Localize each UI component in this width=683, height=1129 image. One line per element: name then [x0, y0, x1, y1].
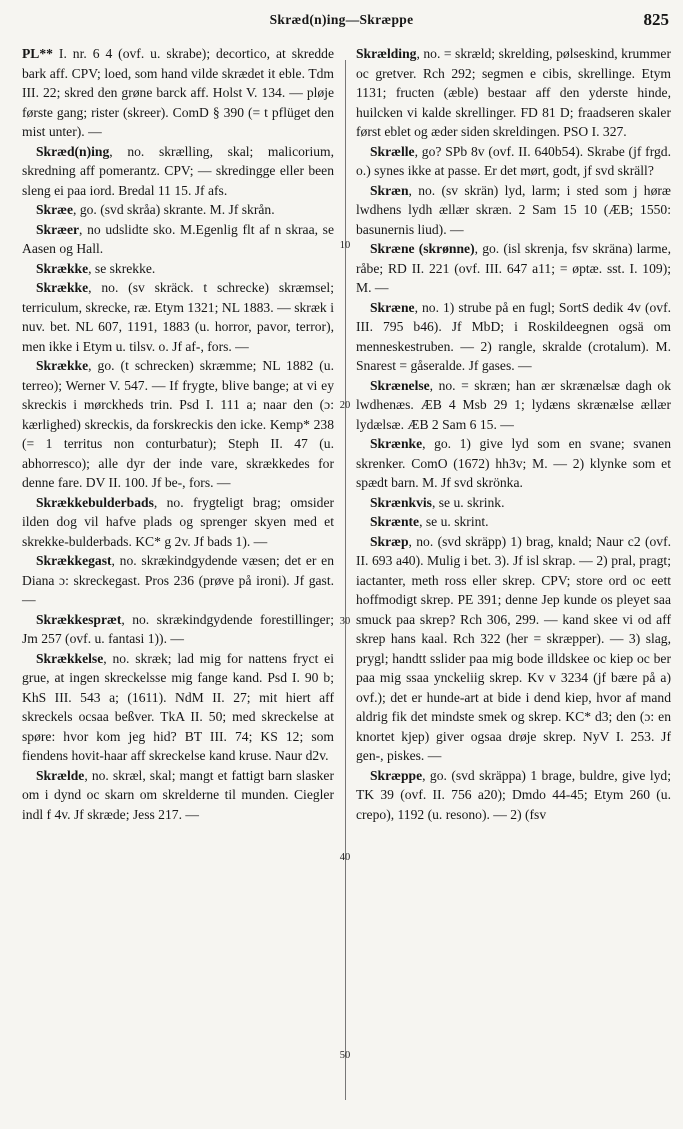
- entry-text: , no. skræl, skal; mangt et fattigt barn slasker om i dynd oc skarn om skrelderne til munden. Ciegler indl f 4v. Jf skræde; Jess 217. —: [22, 767, 334, 822]
- entry-text: , go. (svd skräppa) 1 brage, buldre, give lyd; TK 39 (ovf. II. 756 a20); Dmdo 44-45; Etym 260 (u. crepo), 1192 (u. resono). — 2) (fsv: [356, 767, 671, 822]
- page-number: 825: [643, 10, 669, 29]
- entry-text: I. nr. 6 4 (ovf. u. skrabe); decortico, at skredde bark aff. CPV; loed, som hand vilde skrædet it eble. Tdm III. 22; skred den grøne barck aff. Holst V. 134. — pløje første gang; rister (skreer). ComD § 390 (= t pflüget den mist unter). —: [22, 46, 334, 139]
- dictionary-entry: [356, 766, 671, 825]
- dictionary-entry: [22, 142, 334, 201]
- entry-headword: Skrælding: [356, 46, 417, 61]
- entry-headword: PL**: [22, 46, 53, 61]
- entry-headword: Skrækkelse: [36, 650, 104, 666]
- entry-headword: Skrænelse: [370, 377, 430, 393]
- entry-headword: Skrække: [36, 260, 89, 276]
- dictionary-entry: [356, 44, 671, 142]
- entry-headword: Skrænke: [370, 436, 423, 451]
- dictionary-entry: [356, 181, 671, 240]
- entry-text: , no. (svd skräpp) 1) brag, knald; Naur c2 (ovf. II. 693 a40). Mulig i bet. 3). Jf isl skrap. — 2) pral, pragt; iactanter, meth ross eller skrep. CPV; store ord oc eett hoffmodigt skrep. PE 391; denne Jep kunde os pleyet saa smuck paa skrep? Rch 306, 299. — kand skee vi od aff skrep hans kaal. Rch 322 (her = skræpper). — 3) slag, prygl; handtt sslider paa mig bode illdskee oc kiep oc ber paa mig ssaa ynckeliig skrep. Kv v 3234 (jf bære på a) ovf.); det er hunde-art at bide i dend kiep, hvor af mand aldrig fik det mindste smek og skrep. KC* d3; den (ɔ: en knortet kjep) giver ogsaa drøje skrep. NyV I. 253. Jf gen-, piskes. —: [356, 533, 671, 763]
- entry-text: , go. (t schrecken) skræmme; NL 1882 (u. terreo); Werner V. 547. — If frygte, blive bange; at vi ey skreckis i mørckheds trin. Psd I. 111 a; naar den (ɔ: kærlighed) skreckis, da forskreckis den icke. Kemp* 238 (= 1 territus non conturbatur); Steph II. 47 (u. abhorresco); alle dyr der inde vare, skrækkedes for denne fare. DV II. 100. Jf be-, fors. —: [22, 358, 334, 490]
- line-number: 30: [339, 616, 351, 627]
- entry-headword: Skrække: [36, 358, 89, 373]
- entry-text: , go. (svd skråa) skrante. M. Jf skrån.: [73, 202, 275, 217]
- dictionary-entry: [22, 766, 334, 825]
- dictionary-entry: [22, 259, 334, 279]
- entry-headword: Skrænkvis: [370, 494, 432, 510]
- left-column: [22, 44, 334, 824]
- line-number: 50: [339, 1050, 351, 1061]
- entry-text: , no udslidte sko. M.Egenlig flt af n skraa, se Aasen og Hall.: [22, 221, 334, 256]
- dictionary-entry: [22, 220, 334, 259]
- dictionary-entry: [356, 493, 671, 513]
- dictionary-entry: [22, 493, 334, 552]
- dictionary-entry: [356, 142, 671, 181]
- dictionary-entry: [22, 44, 334, 142]
- entry-headword: Skræp: [370, 533, 409, 549]
- dictionary-entry: [356, 298, 671, 376]
- right-column: [356, 44, 671, 824]
- entry-text: , no. skræk; lad mig for nattens fryct ei grue, at ingen skreckelsse mig fange kand. Psd I. 90 b; KhS III. 543 a; (1611). NdM II. 27; mit hiert aff skreckels ocsaa beßver. TkA II. 50; med skreckelse at spøre: hvor kom jeg hid? BT III. 74; KS 12; som fiendens hovit-haar aff skreckelse kand kruse. Naur d2v.: [22, 650, 334, 763]
- entry-headword: Skrækkebulderbads: [36, 494, 154, 510]
- entry-headword: Skræd(n)ing: [36, 143, 110, 159]
- entry-text: , se u. skrint.: [419, 514, 489, 529]
- dictionary-entry: [22, 200, 334, 220]
- page-header: [0, 10, 683, 34]
- dictionary-entry: [356, 239, 671, 298]
- entry-text: , go. 1) give lyd som en svane; svanen skrenker. ComO (1672) hh3v; M. — 2) klynke som et spædt barn. M. Jf svd skrönka.: [356, 436, 671, 490]
- entry-text: , no. skrækindgydende forestillinger; Jm 257 (ovf. u. fantasi 1)). —: [22, 611, 334, 646]
- entry-text: , no. 1) strube på en fugl; SortS dedik 4v (ovf. III. 795 b46). Jf MbD; i Roskildeegnen ogsä om menneskestruben. — 2) rangle, skralde (crotalum). M. Snarest = gåseralde. Jf gases. —: [356, 299, 671, 373]
- entry-headword: Skrækkegast: [36, 553, 112, 568]
- running-head: Skræd(n)ing—Skræppe: [269, 12, 414, 27]
- entry-headword: Skrækkespræt: [36, 611, 122, 627]
- entry-headword: Skræer: [36, 221, 80, 237]
- entry-headword: Skrænte: [370, 514, 420, 529]
- entry-headword: Skrælde: [36, 767, 85, 783]
- entry-headword: Skrælle: [370, 143, 415, 159]
- dictionary-entry: [22, 551, 334, 610]
- entry-text: , no. frygteligt brag; omsider ilden dog vil hafve plads og sprenger skyen med et skrekke-bulderbads. KC* g 2v. Jf bads 1). —: [22, 494, 334, 549]
- line-number: 10: [339, 240, 351, 251]
- dictionary-entry: [22, 356, 334, 493]
- entry-text: , no. (sv skräck. t schrecke) skræmsel; terriculum, skrecke, ræ. Etym 1321; NL 1883. — skræk i nuv. bet. NL 607, 1191, 1883 (u. horror, pavor, terror), men ikke i Etym u. tilsv. o. Jf af-, fors. —: [22, 280, 334, 354]
- entry-text: , no. = skræld; skrelding, pølseskind, krummer oc gretver. Rch 292; segmen e cibis, skrellinge. Etym 1131; fructen (æble) bestaar aff den yderste hinde, huilcken vi kalde skrellinger. FD 81 D; fraadseren skaler først eblet og æder siden skreldingen. PSO I. 327.: [356, 46, 671, 139]
- column-divider: [345, 60, 346, 1100]
- entry-headword: Skræppe: [370, 767, 423, 783]
- line-number: 40: [339, 852, 351, 863]
- dictionary-entry: [356, 532, 671, 766]
- dictionary-entry: [356, 376, 671, 435]
- entry-headword: Skræn: [370, 182, 409, 198]
- entry-text: , no. skrælling, skal; malicorium, skredning aff pomerantz. CPV; — skredingge eller been sleng ei paa iord. Bredal 11 15. Jf afs.: [22, 143, 334, 198]
- line-number: 20: [339, 400, 351, 411]
- dictionary-entry: [356, 512, 671, 532]
- dictionary-entry: [22, 649, 334, 766]
- entry-text: , se u. skrink.: [431, 494, 505, 510]
- entry-headword: Skræne: [370, 299, 415, 315]
- entry-text: , no. = skræn; han ær skrænælsæ dagh ok lwdhenæs. ÆB 4 Msb 29 1; lydæns skrænælse ællær lydælsæ. ÆB 2 Sam 6 15. —: [356, 377, 671, 432]
- entry-text: , se skrekke.: [88, 260, 156, 276]
- entry-text: , no. (sv skrän) lyd, larm; i sted som j høræ lwdhens lydh ællær skræn. 2 Sam 15 10 (ÆB; 1550: basunernis liud). —: [356, 182, 671, 237]
- entry-text: , go. (isl skrenja, fsv skräna) larme, råbe; RD II. 221 (ovf. III. 647 a11; = øptæ. sst. I. 109); M. —: [356, 241, 671, 295]
- entry-headword: Skræe: [36, 202, 74, 217]
- entry-headword: Skrække: [36, 280, 89, 295]
- entry-text: , go? SPb 8v (ovf. II. 640b54). Skrabe (jf frgd. o.) synes ikke at passe. Er det mørt, godt, jf svd skräll?: [356, 143, 671, 178]
- entry-text: , no. skrækindgydende væsen; det er en Diana ɔ: skreckegast. Pros 236 (prøve på ironi). Jf gast. —: [22, 553, 334, 607]
- dictionary-entry: [22, 610, 334, 649]
- dictionary-entry: [356, 434, 671, 493]
- dictionary-entry: [22, 278, 334, 356]
- entry-headword: Skræne (skrønne): [370, 241, 475, 256]
